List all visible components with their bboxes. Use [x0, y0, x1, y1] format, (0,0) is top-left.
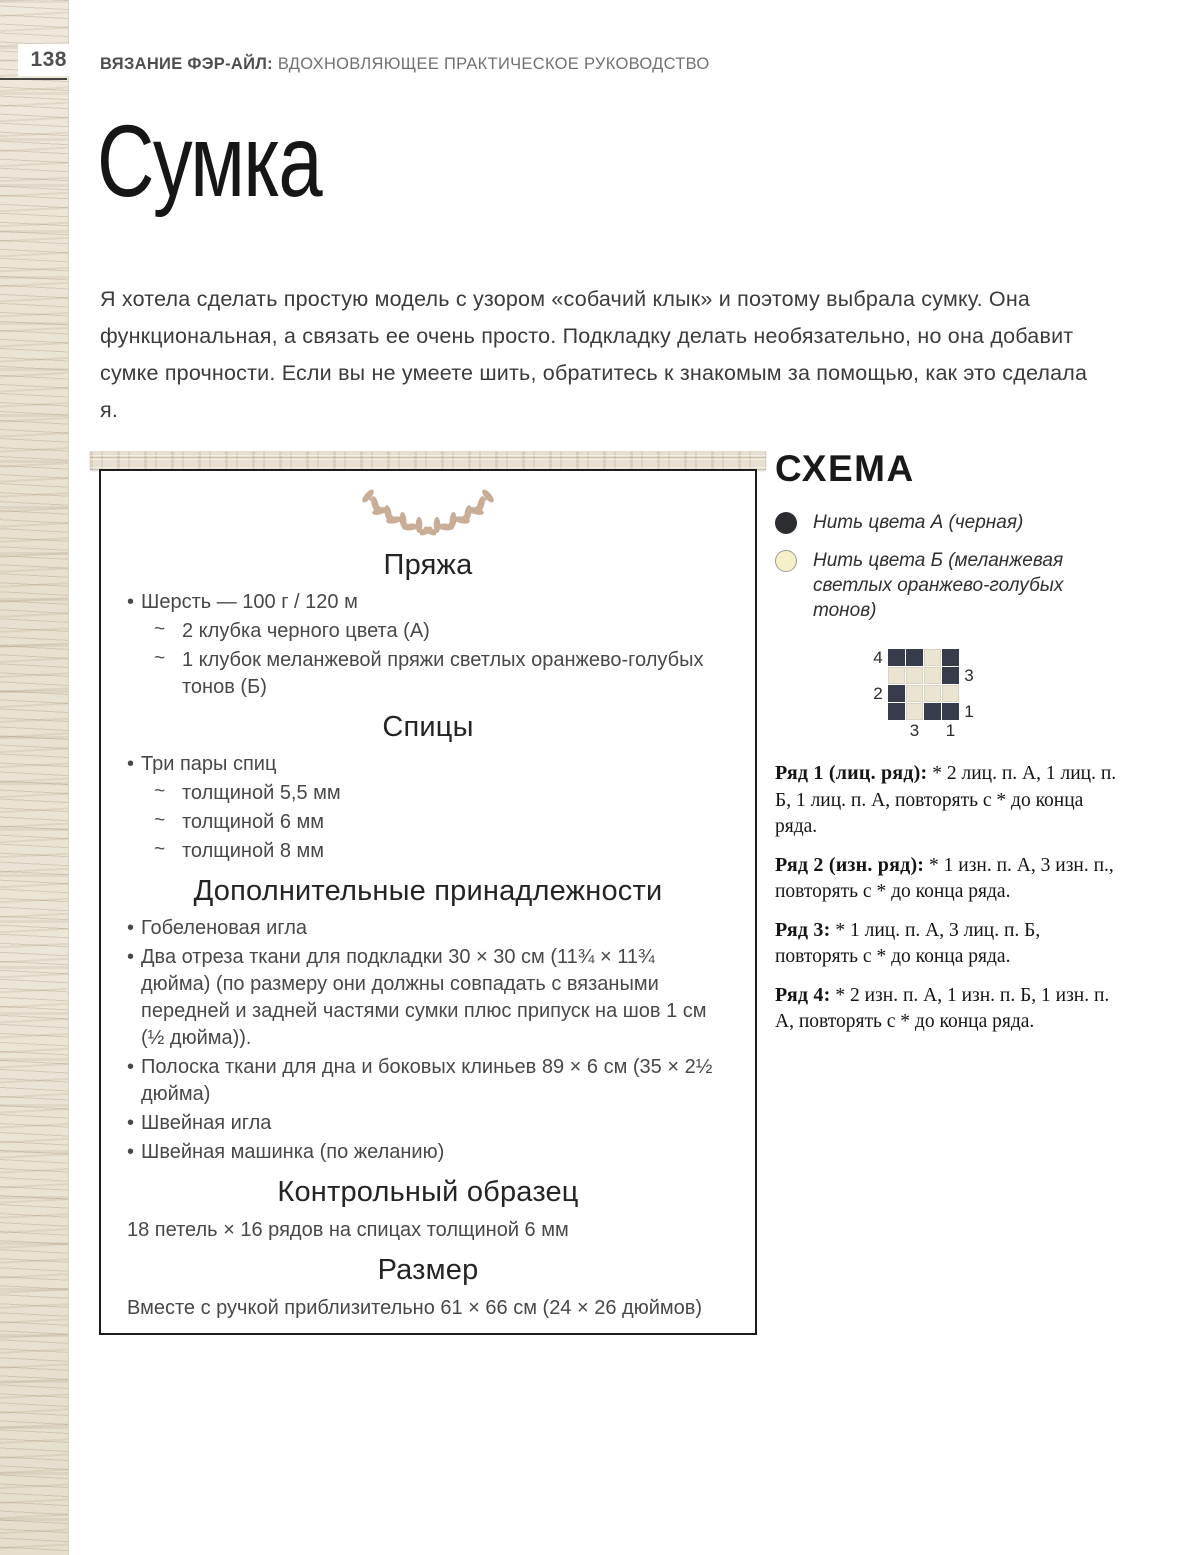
list-item: [127, 780, 729, 807]
row-label: Ряд 4:: [775, 983, 831, 1006]
chart-cell-color-b: [924, 649, 941, 666]
chart-row-label-right: 3: [964, 666, 974, 685]
yarn-sublist: [127, 618, 729, 701]
bullet-dot-icon: •: [127, 946, 135, 968]
row-text: * 2 изн. п. А, 1 изн. п. Б, 1 изн. п. А, повторять с * до конца ряда.: [775, 984, 1110, 1032]
chart-cell-color-a: [906, 649, 923, 666]
row-instruction: [775, 982, 1120, 1036]
running-header-subtitle: ВДОХНОВЛЯЮЩЕЕ ПРАКТИЧЕСКОЕ РУКОВОДСТВО: [277, 55, 710, 73]
extras-list: [127, 915, 729, 1166]
gauge-text: 18 петель × 16 рядов на спицах толщиной 6 мм: [127, 1219, 569, 1241]
chart-cell-color-a: [888, 703, 905, 720]
chart-cell-color-b: [888, 667, 905, 684]
row-instructions: [775, 760, 1120, 1036]
black-circle-icon: [775, 512, 797, 534]
page-number-block: [18, 44, 70, 76]
chart-cell-color-a: [942, 667, 959, 684]
yarn-heading: Пряжа: [383, 549, 473, 581]
chart-row-label-right: 1: [964, 702, 974, 721]
wood-tape-strip: [90, 451, 766, 470]
needles-list: [127, 751, 729, 778]
size-heading: Размер: [377, 1254, 479, 1286]
schema-heading: СХЕМА: [775, 448, 915, 489]
chart-cell-color-b: [906, 685, 923, 702]
chart-column-label: 1: [945, 721, 956, 740]
page-number-rule: [0, 78, 67, 80]
tilde-marker-icon: ~: [154, 839, 166, 860]
chart-row-label-left: 4: [873, 648, 883, 667]
row-instruction: [775, 852, 1120, 906]
list-item: [127, 1110, 729, 1137]
chart-cell-color-a: [924, 703, 941, 720]
bullet-dot-icon: •: [127, 591, 135, 613]
list-item-label: 2 клубка черного цвета (А): [182, 620, 430, 642]
list-item-label: Шерсть — 100 г / 120 м: [141, 591, 358, 613]
list-item-label: Два отреза ткани для подкладки 30 × 30 см (11¾ × 11¾ дюйма) (по размеру они должны совпадать с вязаными передней и задней частями сумки плюс припуск на шов 1 см (½ дюйма)).: [141, 946, 707, 1049]
knitting-chart: [869, 649, 1120, 738]
intro-paragraph: Я хотела сделать простую модель с узором «собачий клык» и поэтому выбрала сумку. Она функциональная, а связать ее очень просто. Подкладку делать необязательно, но она добавит сумке прочности. Если вы не умеете шить, обратитесь к знакомым за помощью, как это сделала я.: [100, 287, 1088, 422]
bullet-dot-icon: •: [127, 753, 135, 775]
chart-cell-color-b: [942, 685, 959, 702]
list-item-label: Швейная игла: [141, 1112, 272, 1134]
chart-column-label: [924, 721, 941, 738]
list-item: [127, 809, 729, 836]
chart-cell-color-b: [924, 667, 941, 684]
chart-row-label-left: 2: [873, 684, 883, 703]
tilde-marker-icon: ~: [154, 619, 166, 640]
row-label: Ряд 3:: [775, 918, 831, 941]
chart-cell-color-a: [942, 649, 959, 666]
list-item: [127, 647, 729, 701]
light-circle-icon: [775, 550, 797, 572]
list-item: [127, 589, 729, 616]
chart-cell-color-b: [924, 685, 941, 702]
chart-cell-color-a: [888, 685, 905, 702]
row-label: Ряд 1 (лиц. ряд):: [775, 762, 928, 784]
running-header: [100, 55, 710, 74]
list-item: [127, 915, 729, 942]
list-item: [127, 838, 729, 865]
needles-sublist: [127, 780, 729, 865]
row-instruction: [775, 917, 1120, 971]
wood-texture-strip: [0, 0, 69, 1555]
schema-column: [775, 448, 1120, 1047]
legend-item-color-a: [775, 510, 1120, 535]
list-item-label: толщиной 5,5 мм: [182, 782, 341, 804]
materials-box: [99, 469, 757, 1335]
legend-label: Нить цвета А (черная): [813, 512, 1024, 533]
tilde-marker-icon: ~: [154, 648, 166, 669]
needles-heading: Спицы: [382, 711, 474, 743]
list-item-label: Швейная машинка (по желанию): [141, 1141, 445, 1163]
list-item: [127, 1054, 729, 1108]
bullet-dot-icon: •: [127, 1056, 135, 1078]
chart-cell-color-a: [942, 703, 959, 720]
chart-column-label: 3: [909, 721, 920, 740]
legend-item-color-b: [775, 548, 1120, 623]
page-number: 138: [30, 48, 67, 71]
row-instruction: [775, 760, 1120, 841]
list-item: [127, 944, 729, 1052]
chart-column-label: [888, 721, 905, 738]
row-text: * 1 изн. п. А, 3 изн. п., повторять с * до конца ряда.: [775, 854, 1114, 902]
legend-label: Нить цвета Б (меланжевая светлых оранжево-голубых тонов): [813, 550, 1064, 621]
bullet-dot-icon: •: [127, 917, 135, 939]
row-label: Ряд 2 (изн. ряд):: [775, 853, 925, 876]
chart-cell-color-b: [906, 667, 923, 684]
tilde-marker-icon: ~: [154, 810, 166, 831]
list-item: [127, 618, 729, 645]
extras-heading: Дополнительные принадлежности: [193, 875, 663, 907]
list-item-label: Три пары спиц: [141, 753, 277, 775]
row-text: * 2 лиц. п. А, 1 лиц. п. Б, 1 лиц. п. А, повторять с * до конца ряда.: [775, 763, 1117, 837]
list-item-label: 1 клубок меланжевой пряжи светлых оранжево-голубых тонов (Б): [182, 649, 704, 698]
list-item-label: толщиной 6 мм: [182, 811, 324, 833]
page-title: Сумка: [97, 104, 322, 218]
yarn-list: [127, 589, 729, 616]
list-item: [127, 751, 729, 778]
tilde-marker-icon: ~: [154, 781, 166, 802]
size-text: Вместе с ручкой приблизительно 61 × 66 см (24 × 26 дюймов): [127, 1297, 703, 1319]
chart-cell-color-a: [888, 649, 905, 666]
bullet-dot-icon: •: [127, 1141, 135, 1163]
laurel-ornament-icon: [322, 487, 534, 539]
list-item-label: толщиной 8 мм: [182, 840, 324, 862]
list-item-label: Гобеленовая игла: [141, 917, 307, 939]
gauge-heading: Контрольный образец: [277, 1176, 579, 1208]
running-header-series: ВЯЗАНИЕ ФЭР-АЙЛ:: [100, 55, 273, 73]
list-item-label: Полоска ткани для дна и боковых клиньев 89 × 6 см (35 × 2½ дюйма): [141, 1056, 713, 1105]
bullet-dot-icon: •: [127, 1112, 135, 1134]
row-text: * 1 лиц. п. А, 3 лиц. п. Б, повторять с * до конца ряда.: [775, 919, 1041, 967]
chart-cell-color-b: [906, 703, 923, 720]
list-item: [127, 1139, 729, 1166]
